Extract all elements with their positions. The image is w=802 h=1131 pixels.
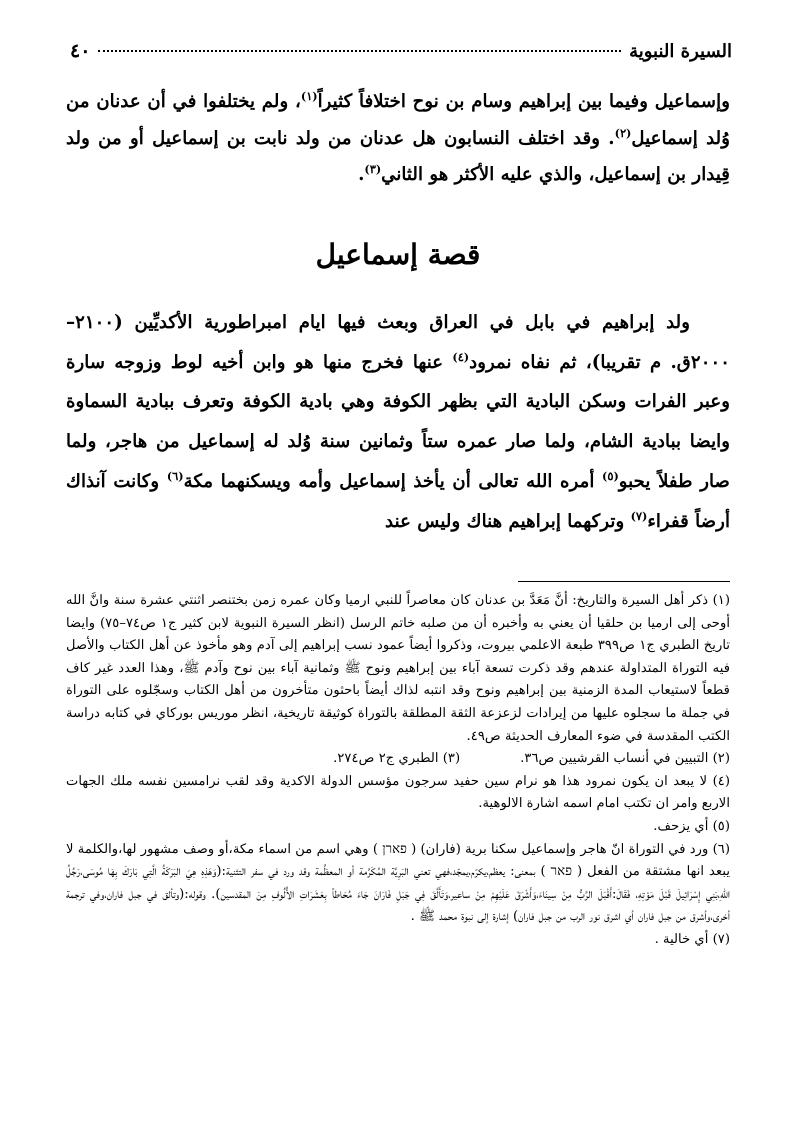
- section-heading: قصة إسماعيل: [315, 238, 481, 271]
- footnote-7: (٧) أي خالية .: [654, 931, 730, 947]
- running-title: السيرة النبوية: [629, 41, 732, 62]
- footnote-ref-1: (١): [300, 88, 318, 103]
- story-text-5: وتركهما إبراهيم هناك وليس عند: [385, 510, 631, 532]
- footnote-2: (٢) التبيين في أنساب القرشيين ص٣٦.: [520, 751, 730, 767]
- intro-text-2: ، ولم يختلفوا في أن عدنان من وُلد إسماعيل: [66, 91, 730, 149]
- intro-text-4: .: [358, 164, 365, 185]
- footnote-separator: [518, 581, 730, 582]
- footnote-5: (٥) أي يزحف.: [653, 818, 730, 834]
- footnotes: [66, 590, 730, 952]
- footnote-3: (٣) الطبري ج٢ ص٢٧٤.: [333, 751, 461, 767]
- intro-text-1: وإسماعيل وفيما بين إبراهيم وسام بن نوح اختلافاً كثيراً: [317, 91, 730, 112]
- footnote-ref-4: (٤): [452, 349, 470, 364]
- story-text-1: ولد إبراهيم في بابل في العراق وبعث فيها ايام امبراطورية الأكديِّين (٢١٠٠–٢٠٠٠ق. م تقريبا)، ثم نفاه نمرود: [66, 312, 730, 373]
- header-dotted-leader: [98, 50, 621, 52]
- footnote-6: (٦) ورد في التوراة انّ هاجر وإسماعيل سكنا برية (فاران) ( פארן ) وهي اسم من اسماء مكة،أو وصف مشهور لها،والكلمة لا يبعد انها مشتقة من الفعل ( פאר ) بمعنى: يعظم،يكرّم،يمجّد،فهي تعني البَرِيَّة المُكَرَّمة أو المعظَّمة وقد ورد في سفر التثنية:(وَهَذِهِ هِيَ البَرَكَةُ الَّتِي بَارَكَ بِهَا مُوسَى،رَجُلُ اللهِ،بَنِي إِسْرَائِيلَ قَبْلَ مَوْتِهِ، فَقَالَ:أَقْبَلَ الرَّبُّ مِنْ سِينَاءَ،وَأَشْرَقَ عَلَيْهِمْ مِنْ ساعير،وَتَأَلَّقَ فِي جَبَلِ فَارَانَ جَاءَ مُحَاطاً بِعَشَرَاتِ الأُلُوفِ مِنَ المقدسين). وقوله:(وتألق في جبل فاران،وفي ترجمة أخرى،وأشرق من جبل فاران أي اشرق نور الرب من جبل فاران) إشارة إلى نبوة محمد ﷺ .: [66, 841, 730, 925]
- page-number: ٤٠: [70, 40, 91, 62]
- story-paragraph: [66, 303, 730, 541]
- footnote-ref-3: (٣): [364, 161, 382, 176]
- footnote-row-2-3: [66, 748, 730, 771]
- footnote-ref-6: (٦): [166, 468, 184, 483]
- footnote-ref-2: (٢): [614, 125, 632, 140]
- footnote-ref-7: (٧): [630, 508, 648, 523]
- footnote-4: (٤) لا يبعد ان يكون نمرود هذا هو نرام سين حفيد سرجون مؤسس الدولة الاكدية وقد لقب نرامسين نفسه ملك الجهات الاربع وامر ان تكتب امام اسمه اشارة الالوهية.: [66, 773, 730, 812]
- intro-text-3: . وقد اختلف النسابون هل عدنان من ولد نابت بن إسماعيل أو من ولد قِيدار بن إسماعيل، والذي عليه الأكثر هو الثاني: [66, 127, 730, 185]
- story-text-4: وكانت آنذاك أرضاً قفراء: [66, 470, 730, 532]
- running-header: [70, 40, 732, 62]
- story-text-2: عنها فخرج منها هو وابن أخيه لوط وزوجه سارة وعبر الفرات وسكن البادية التي بظهر الكوفة وهي بادية الكوفة وتعرف ببادية السماوة وايضا ببادية الشام، ولما صار عمره ستاً وثمانين سنة وُلد له إسماعيل من هاجر، ولما صار طفلاً يحبو: [66, 351, 730, 492]
- intro-paragraph: [66, 84, 730, 194]
- footnote-ref-5: (٥): [602, 468, 619, 483]
- footnote-1: (١) ذكر أهل السيرة والتاريخ: أنَّ مَعَدَّ بن عدنان كان معاصراً للنبي ارميا وكان عمره زمن بختنصر اثنتي عشرة سنة وانَّ الله أوحى إلى ارميا بن حلقيا أن يعني به وأخبره أن من صلبه خاتم الرسل (انظر السيرة النبوية لابن كثير ج١ ص٧٤–٧٥) وايضا تاريخ الطبري ج١ ص٣٩٩ طبعة الاعلمي بيروت، وذكروا أيضاً عمود نسب إبراهيم إلى آدم وهو مأخوذ عن أهل الكتاب والأصل فيه التوراة المتداولة عندهم وقد ذكرت تسعة آباء بين إبراهيم ونوح ﷺ وثمانية آباء بين نوح وآدم ﷺ، وهذا العدد غير كاف قطعاً لاستيعاب المدة الزمنية بين إبراهيم ونوح وقد انتبه لذاك أيضاً باحثون متأخرون من أهل الكتاب وسجّلوه على التوراة في جملة ما سجلوه عليها من إيرادات لزعزعة الثقة المطلقة بالتوراة كوثيقة تاريخية، انظر موريس بوركاي في كتابه دراسة الكتب المقدسة في ضوء المعارف الحديثة ص٤٩.: [66, 593, 731, 744]
- story-text-3: أمره الله تعالى أن يأخذ إسماعيل وأمه ويسكنهما مكة: [183, 470, 603, 492]
